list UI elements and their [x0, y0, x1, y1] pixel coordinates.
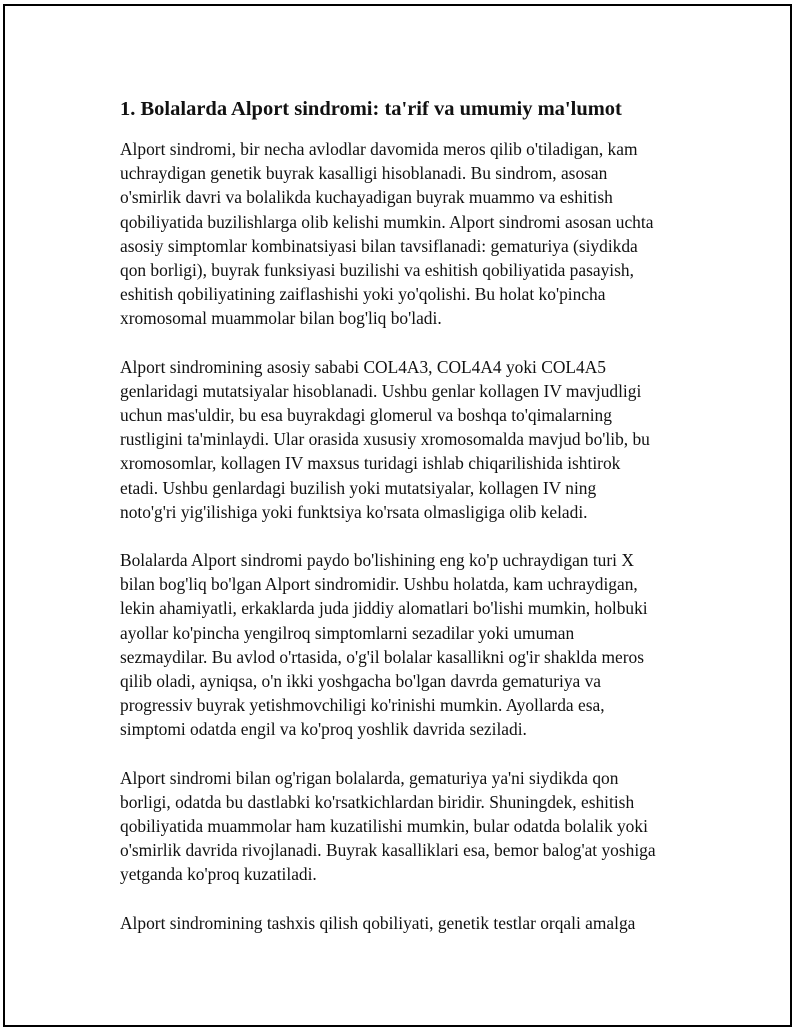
text-line: qobiliyatida buzilishlarga olib kelishi mumkin. Alport sindromi asosan uchta	[120, 211, 654, 232]
section-heading: 1. Bolalarda Alport sindromi: ta'rif va umumiy ma'lumot	[120, 98, 622, 120]
text-line: eshitish qobiliyatining zaiflashishi yoki yo'qolishi. Bu holat ko'pincha	[120, 284, 606, 305]
text-line: qilib oladi, ayniqsa, o'n ikki yoshgacha bo'lgan davrda gematuriya va	[120, 671, 602, 692]
paragraph-diagnosis	[120, 911, 695, 935]
text-line: sezmaydilar. Bu avlod o'rtasida, o'g'il bolalar kasallikni og'ir shaklda meros	[120, 646, 644, 667]
text-line: uchun mas'uldir, bu esa buyrakdagi glomerul va boshqa to'qimalarning	[120, 405, 612, 426]
text-line: etadi. Ushbu genlardagi buzilish yoki mutatsiyalar, kollagen IV ning	[120, 477, 597, 498]
text-line: lekin ahamiyatli, erkaklarda juda jiddiy alomatlari bo'lishi mumkin, holbuki	[120, 598, 648, 619]
text-line: borligi, odatda bu dastlabki ko'rsatkichlardan biridir. Shuningdek, eshitish	[120, 791, 635, 812]
text-line: noto'g'ri yig'ilishiga yoki funktsiya ko'rsata olmasligiga olib keladi.	[120, 501, 588, 522]
paragraph-symptoms	[120, 766, 695, 887]
text-line: Alport sindromining asosiy sababi COL4A3, COL4A4 yoki COL4A5	[120, 356, 606, 377]
text-line: ayollar ko'pincha yengilroq simptomlarni sezadilar yoki umuman	[120, 622, 575, 643]
text-line: asosiy simptomlar kombinatsiyasi bilan tavsiflanadi: gematuriya (siydikda	[120, 235, 638, 256]
text-line: Bolalarda Alport sindromi paydo bo'lishining eng ko'p uchraydigan turi X	[120, 550, 634, 571]
text-line: qobiliyatida muammolar ham kuzatilishi mumkin, bular odatda bolalik yoki	[120, 816, 648, 837]
text-line: Alport sindromi bilan og'rigan bolalarda, gematuriya ya'ni siydikda qon	[120, 767, 619, 788]
text-line: genlaridagi mutatsiyalar hisoblanadi. Ushbu genlar kollagen IV mavjudligi	[120, 380, 642, 401]
page-frame	[3, 4, 792, 1027]
text-line: qon borligi), buyrak funksiyasi buzilishi va eshitish qobiliyatida pasayish,	[120, 260, 634, 281]
text-line: bilan bog'liq bo'lgan Alport sindromidir. Ushbu holatda, kam uchraydigan,	[120, 574, 638, 595]
text-line: uchraydigan genetik buyrak kasalligi hisoblanadi. Bu sindrom, asosan	[120, 163, 608, 184]
text-line: xromosomlar, kollagen IV maxsus turidagi ishlab chiqarilishida ishtirok	[120, 453, 621, 474]
text-line: Alport sindromi, bir necha avlodlar davomida meros qilib o'tiladigan, kam	[120, 139, 638, 159]
document-body	[120, 96, 695, 959]
text-line: xromosomal muammolar bilan bog'liq bo'ladi.	[120, 308, 442, 329]
text-line: o'smirlik davrida rivojlanadi. Buyrak kasalliklari esa, bemor balog'at yoshiga	[120, 840, 656, 861]
paragraph-causes	[120, 355, 695, 524]
text-line: yetganda ko'proq kuzatiladi.	[120, 864, 317, 885]
text-line: progressiv buyrak yetishmovchiligi ko'rinishi mumkin. Ayollarda esa,	[120, 695, 605, 716]
paragraph-inheritance	[120, 548, 695, 742]
text-line: Alport sindromining tashxis qilish qobiliyati, genetik testlar orqali amalga	[120, 912, 636, 933]
text-line: simptomi odatda engil va ko'proq yoshlik davrida seziladi.	[120, 719, 527, 740]
paragraph-definition	[120, 137, 695, 331]
text-line: o'smirlik davri va bolalikda kuchayadigan buyrak muammo va eshitish	[120, 187, 613, 208]
text-line: rustligini ta'minlaydi. Ular orasida xususiy xromosomalda mavjud bo'lib, bu	[120, 429, 650, 450]
